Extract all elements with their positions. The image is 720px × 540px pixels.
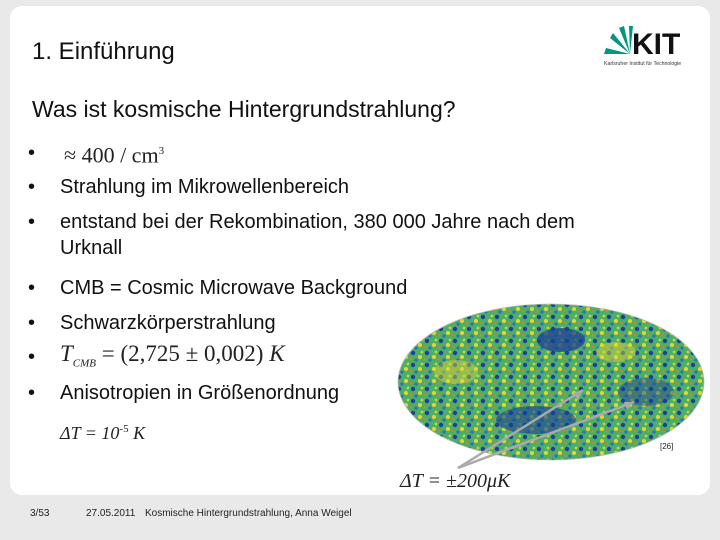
delta-t-label xyxy=(400,470,510,493)
aniso-exponent: -5 xyxy=(119,423,129,435)
aniso-lhs: ΔT = 10 xyxy=(60,423,120,443)
bullet-dot: • xyxy=(28,176,36,198)
bullet-text: entstand bei der Rekombination, 380 000 Jahre nach dem xyxy=(60,211,575,233)
temp-subscript: CMB xyxy=(72,357,97,370)
slide-subtitle: Was ist kosmische Hintergrundstrahlung? xyxy=(32,96,456,122)
bullet-text: CMB = Cosmic Microwave Background xyxy=(60,277,408,299)
kit-logo-tagline: Karlsruher Institut für Technologie xyxy=(604,61,682,67)
bullet-dot: • xyxy=(28,346,36,368)
bullet-text: Urknall xyxy=(60,237,123,259)
bullet-dot: • xyxy=(28,382,36,404)
bullet-dot: • xyxy=(28,277,36,299)
kit-logo-text: KIT xyxy=(632,28,681,61)
density-exponent: 3 xyxy=(158,145,165,157)
footer-talk: Kosmische Hintergrundstrahlung, Anna Weigel xyxy=(145,508,352,519)
density-formula: ≈ 400 / cm xyxy=(64,142,159,168)
bullet-dot: • xyxy=(28,312,36,334)
kit-logo xyxy=(602,24,694,70)
delta-unit: μK xyxy=(486,470,511,492)
footer-date: 27.05.2011 xyxy=(86,508,136,519)
bullet-text: Strahlung im Mikrowellenbereich xyxy=(60,176,350,198)
bullet-dot: • xyxy=(28,142,36,164)
delta-formula: ΔT = ±200 xyxy=(400,470,487,492)
temp-value: = (2,725 ± 0,002) xyxy=(101,341,264,366)
aniso-unit: K xyxy=(133,423,146,443)
bullet-text: Schwarzkörperstrahlung xyxy=(60,312,276,334)
temp-symbol: T xyxy=(60,341,73,366)
bullet-dot: • xyxy=(28,211,36,233)
temp-unit: K xyxy=(269,341,285,366)
cmb-sky-map xyxy=(396,302,706,462)
page-number: 3/53 xyxy=(30,508,50,519)
bullet-text: Anisotropien in Größenordnung xyxy=(60,382,340,404)
slide-title: 1. Einführung xyxy=(32,38,175,65)
figure-reference: [26] xyxy=(660,442,674,451)
